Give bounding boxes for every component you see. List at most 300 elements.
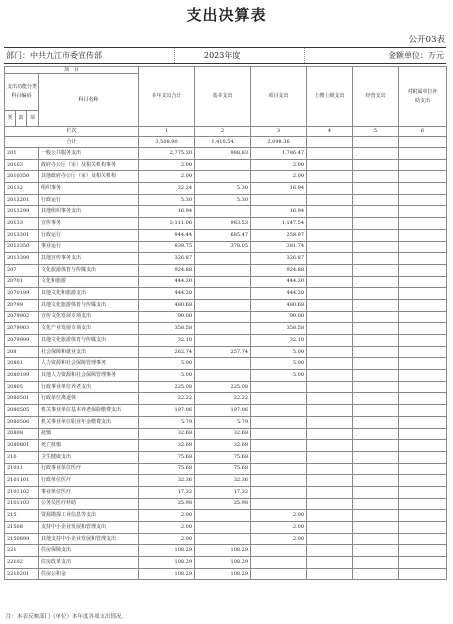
- table-row: [5, 440, 447, 452]
- row-business: [353, 416, 399, 428]
- row-code: 20801: [5, 358, 39, 370]
- row-business: [353, 253, 399, 265]
- row-basic: [195, 358, 251, 370]
- row-subject-name: 其他文化和旅游支出: [39, 288, 139, 300]
- row-subject-name: 行政运行: [39, 194, 139, 206]
- table-row: [5, 218, 447, 230]
- row-subject-name: 宣传文化发展专项支出: [39, 311, 139, 323]
- header-lei: 类: [5, 111, 16, 127]
- table-row: [5, 229, 447, 241]
- table-row: [5, 288, 447, 300]
- row-basic: [195, 171, 251, 183]
- row-code: 2080505: [5, 405, 39, 417]
- row-upper: [307, 370, 353, 382]
- row-business: [353, 276, 399, 288]
- row-project: [251, 194, 307, 206]
- row-total: 32.68: [139, 440, 195, 452]
- row-basic: [195, 159, 251, 171]
- row-upper: [307, 276, 353, 288]
- row-project: [251, 486, 307, 498]
- row-project: [251, 440, 307, 452]
- row-code: 21508: [5, 522, 39, 534]
- row-project: 32.10: [251, 335, 307, 347]
- row-subject-name: 文化产业发展专项支出: [39, 323, 139, 335]
- amount-unit: 金额单位：万元: [388, 51, 444, 60]
- row-subject-name: 机关事业单位职业年金缴费支出: [39, 416, 139, 428]
- row-subject-name: 其他文化旅游体育与传媒支出: [39, 335, 139, 347]
- row-upper: [307, 253, 353, 265]
- row-upper: [307, 451, 353, 463]
- row-subsidy: [399, 498, 447, 510]
- row-basic: [195, 253, 251, 265]
- table-row: [5, 498, 447, 510]
- row-project: 2.00: [251, 171, 307, 183]
- row-subject-name: 其他政府办公厅（室）及相关机构: [39, 171, 139, 183]
- row-basic: 197.06: [195, 405, 251, 417]
- row-upper: [307, 405, 353, 417]
- row-upper: [307, 346, 353, 358]
- table-row: [5, 276, 447, 288]
- row-subject-name: 卫生健康支出: [39, 451, 139, 463]
- row-basic: 983.53: [195, 218, 251, 230]
- row-upper: [307, 545, 353, 557]
- row-total: 2.00: [139, 510, 195, 522]
- empty-cell: [353, 137, 399, 148]
- row-subject-name: 公务员医疗补助: [39, 498, 139, 510]
- table-row: [5, 264, 447, 276]
- row-subject-name: 行政事业单位医疗: [39, 463, 139, 475]
- row-total: 5.00: [139, 358, 195, 370]
- column-index: 1: [139, 127, 195, 137]
- row-project: 2.00: [251, 510, 307, 522]
- row-subject-name: 行政单位医疗: [39, 475, 139, 487]
- row-basic: [195, 311, 251, 323]
- row-subject-name: 人力资源和社会保障管理事务: [39, 358, 139, 370]
- row-code: 20133: [5, 218, 39, 230]
- row-upper: [307, 206, 353, 218]
- row-upper: [307, 428, 353, 440]
- row-upper: [307, 463, 353, 475]
- row-subsidy: [399, 545, 447, 557]
- row-code: 2079903: [5, 323, 39, 335]
- row-total: 2,111.06: [139, 218, 195, 230]
- row-code: 2013399: [5, 253, 39, 265]
- table-row: [5, 171, 447, 183]
- row-business: [353, 159, 399, 171]
- row-code: 2070199: [5, 288, 39, 300]
- header-func-class-line1: 支出功能分类: [7, 84, 38, 90]
- row-project: 5.00: [251, 358, 307, 370]
- row-subsidy: [399, 194, 447, 206]
- table-row: [5, 159, 447, 171]
- row-subsidy: [399, 463, 447, 475]
- row-code: 20805: [5, 381, 39, 393]
- row-code: 2079902: [5, 311, 39, 323]
- header-xiang: 项: [27, 111, 39, 127]
- row-code: 22102: [5, 557, 39, 569]
- row-subject-name: 其他组织事务支出: [39, 206, 139, 218]
- row-project: 258.97: [251, 229, 307, 241]
- row-code: 2080199: [5, 370, 39, 382]
- row-project: [251, 463, 307, 475]
- table-row: [5, 510, 447, 522]
- row-code: 2013350: [5, 241, 39, 253]
- row-subject-name: 组织事务: [39, 183, 139, 195]
- table-row: [5, 557, 447, 569]
- row-project: 358.58: [251, 323, 307, 335]
- row-subject-name: 行政事业单位养老支出: [39, 381, 139, 393]
- row-project: 16.94: [251, 183, 307, 195]
- row-basic: 32.36: [195, 475, 251, 487]
- row-business: [353, 194, 399, 206]
- row-total: 75.68: [139, 463, 195, 475]
- row-basic: 378.05: [195, 241, 251, 253]
- table-row: [5, 194, 447, 206]
- empty-cell: [399, 137, 447, 148]
- row-code: 210: [5, 451, 39, 463]
- row-business: [353, 545, 399, 557]
- row-business: [353, 218, 399, 230]
- row-code: 20132: [5, 183, 39, 195]
- row-subsidy: [399, 393, 447, 405]
- table-row: [5, 253, 447, 265]
- row-business: [353, 264, 399, 276]
- row-upper: [307, 229, 353, 241]
- row-project: 5.00: [251, 370, 307, 382]
- row-basic: 75.68: [195, 451, 251, 463]
- row-total: 444.20: [139, 276, 195, 288]
- row-code: 2010350: [5, 171, 39, 183]
- row-project: 2.00: [251, 533, 307, 545]
- row-subsidy: [399, 148, 447, 160]
- row-upper: [307, 533, 353, 545]
- row-business: [353, 229, 399, 241]
- row-project: [251, 498, 307, 510]
- row-total: 2.00: [139, 159, 195, 171]
- row-project: 16.94: [251, 206, 307, 218]
- row-basic: [195, 533, 251, 545]
- table-row: [5, 381, 447, 393]
- row-subsidy: [399, 253, 447, 265]
- row-subsidy: [399, 159, 447, 171]
- row-project: 5.00: [251, 346, 307, 358]
- row-total: 22.22: [139, 393, 195, 405]
- row-upper: [307, 393, 353, 405]
- row-subsidy: [399, 486, 447, 498]
- table-header: [5, 67, 447, 148]
- header-col-total: 本年支出合计: [139, 67, 195, 127]
- row-upper: [307, 218, 353, 230]
- table-row: [5, 522, 447, 534]
- total-value: 2,098.36: [251, 137, 307, 148]
- row-subsidy: [399, 206, 447, 218]
- row-project: [251, 475, 307, 487]
- row-basic: 5.79: [195, 416, 251, 428]
- row-project: [251, 428, 307, 440]
- row-code: 2013301: [5, 229, 39, 241]
- row-basic: [195, 299, 251, 311]
- table-row: [5, 370, 447, 382]
- row-upper: [307, 510, 353, 522]
- row-subject-name: 其他文化旅游体育与传媒支出: [39, 299, 139, 311]
- row-upper: [307, 148, 353, 160]
- table-row: [5, 323, 447, 335]
- row-business: [353, 335, 399, 347]
- row-upper: [307, 498, 353, 510]
- row-business: [353, 533, 399, 545]
- row-total: 5.30: [139, 194, 195, 206]
- row-subsidy: [399, 568, 447, 580]
- row-project: 1,147.54: [251, 218, 307, 230]
- row-business: [353, 311, 399, 323]
- table-row: [5, 545, 447, 557]
- row-subsidy: [399, 510, 447, 522]
- header-project: 项 目: [5, 67, 139, 74]
- row-basic: 17.32: [195, 486, 251, 498]
- row-project: [251, 381, 307, 393]
- row-upper: [307, 358, 353, 370]
- row-subject-name: 住房公积金: [39, 568, 139, 580]
- row-code: 20103: [5, 159, 39, 171]
- row-basic: 32.68: [195, 440, 251, 452]
- row-code: 201: [5, 148, 39, 160]
- table-row: [5, 405, 447, 417]
- row-total: 25.98: [139, 498, 195, 510]
- row-total: 108.29: [139, 545, 195, 557]
- row-project: 924.88: [251, 264, 307, 276]
- header-subject-name: 科目名称: [39, 74, 139, 127]
- row-project: [251, 557, 307, 569]
- header-func-class: [5, 74, 39, 111]
- row-subsidy: [399, 475, 447, 487]
- header-col-subsidy-line1: 对附属单位补: [407, 88, 438, 95]
- row-upper: [307, 416, 353, 428]
- row-upper: [307, 335, 353, 347]
- row-project: 381.74: [251, 241, 307, 253]
- row-project: [251, 545, 307, 557]
- row-project: 326.87: [251, 253, 307, 265]
- row-business: [353, 568, 399, 580]
- row-basic: [195, 522, 251, 534]
- meta-divider: [304, 48, 305, 63]
- row-code: 2150899: [5, 533, 39, 545]
- row-code: 2080501: [5, 393, 39, 405]
- row-subsidy: [399, 522, 447, 534]
- department-label: 部门：中共九江市委宣传部: [6, 51, 102, 60]
- row-subject-name: 宣传事务: [39, 218, 139, 230]
- table-row: [5, 241, 447, 253]
- row-upper: [307, 171, 353, 183]
- row-total: 225.08: [139, 381, 195, 393]
- row-project: [251, 416, 307, 428]
- column-index: 2: [195, 127, 251, 137]
- table-row: [5, 335, 447, 347]
- row-upper: [307, 440, 353, 452]
- table-row: [5, 358, 447, 370]
- row-subsidy: [399, 358, 447, 370]
- row-basic: 75.68: [195, 463, 251, 475]
- row-business: [353, 370, 399, 382]
- row-code: 2101102: [5, 486, 39, 498]
- row-total: 5.79: [139, 416, 195, 428]
- row-subject-name: 其他人力资源和社会保障管理事务: [39, 370, 139, 382]
- row-total: 358.58: [139, 323, 195, 335]
- row-subject-name: 政府办公厅（室）及相关机构事务: [39, 159, 139, 171]
- row-business: [353, 358, 399, 370]
- row-subsidy: [399, 451, 447, 463]
- row-upper: [307, 475, 353, 487]
- row-total: 197.06: [139, 405, 195, 417]
- row-project: 90.00: [251, 311, 307, 323]
- header-col-upper: 上缴上级支出: [307, 67, 353, 127]
- row-project: [251, 405, 307, 417]
- row-business: [353, 510, 399, 522]
- row-code: 2079999: [5, 335, 39, 347]
- row-total: 108.29: [139, 568, 195, 580]
- row-business: [353, 171, 399, 183]
- row-code: 2101103: [5, 498, 39, 510]
- row-basic: [195, 335, 251, 347]
- report-meta-bar: [4, 47, 446, 64]
- row-code: 221: [5, 545, 39, 557]
- row-code: 20808: [5, 428, 39, 440]
- header-lanci: 栏次: [5, 127, 139, 137]
- row-business: [353, 498, 399, 510]
- row-code: 208: [5, 346, 39, 358]
- table-row: [5, 299, 447, 311]
- table-row: [5, 486, 447, 498]
- row-business: [353, 241, 399, 253]
- row-subsidy: [399, 218, 447, 230]
- row-subject-name: 资源勘探工业信息等支出: [39, 510, 139, 522]
- row-business: [353, 288, 399, 300]
- table-row: [5, 533, 447, 545]
- row-business: [353, 440, 399, 452]
- row-code: 215: [5, 510, 39, 522]
- total-value: 3,508.90: [139, 137, 195, 148]
- row-project: 2.00: [251, 159, 307, 171]
- row-total: 2.00: [139, 522, 195, 534]
- row-subject-name: 行政单位离退休: [39, 393, 139, 405]
- row-business: [353, 451, 399, 463]
- row-code: 20701: [5, 276, 39, 288]
- row-project: 2.00: [251, 522, 307, 534]
- row-subsidy: [399, 264, 447, 276]
- row-business: [353, 183, 399, 195]
- header-kuan: 款: [16, 111, 27, 127]
- footnote: 注：本表反映部门（单位）本年度各项支出情况。: [6, 614, 128, 620]
- row-upper: [307, 381, 353, 393]
- fiscal-year: 2023年度: [204, 51, 241, 60]
- row-basic: 32.68: [195, 428, 251, 440]
- row-subject-name: 文化旅游体育与传媒支出: [39, 264, 139, 276]
- table-row: [5, 311, 447, 323]
- row-code: 2080506: [5, 416, 39, 428]
- row-subsidy: [399, 370, 447, 382]
- row-code: 2210201: [5, 568, 39, 580]
- row-basic: 5.30: [195, 194, 251, 206]
- row-subsidy: [399, 288, 447, 300]
- row-project: 444.20: [251, 276, 307, 288]
- row-upper: [307, 183, 353, 195]
- row-subject-name: 一般公共服务支出: [39, 148, 139, 160]
- row-business: [353, 486, 399, 498]
- row-basic: [195, 288, 251, 300]
- row-business: [353, 393, 399, 405]
- row-basic: 5.30: [195, 183, 251, 195]
- row-subject-name: 住房改革支出: [39, 557, 139, 569]
- row-upper: [307, 486, 353, 498]
- header-col-project: 项目支出: [251, 67, 307, 127]
- column-index: 6: [399, 127, 447, 137]
- row-basic: 108.29: [195, 557, 251, 569]
- row-subject-name: 死亡抚恤: [39, 440, 139, 452]
- row-code: 2101101: [5, 475, 39, 487]
- row-upper: [307, 568, 353, 580]
- row-subsidy: [399, 381, 447, 393]
- row-total: 17.32: [139, 486, 195, 498]
- row-business: [353, 346, 399, 358]
- row-subject-name: 其他支持中小企业发展和管理支出: [39, 533, 139, 545]
- total-value: 1,410.54: [195, 137, 251, 148]
- row-basic: [195, 370, 251, 382]
- column-index: 4: [307, 127, 353, 137]
- header-col-basic: 基本支出: [195, 67, 251, 127]
- row-subject-name: 事业单位医疗: [39, 486, 139, 498]
- row-subject-name: 住房保障支出: [39, 545, 139, 557]
- row-total: 262.74: [139, 346, 195, 358]
- row-subject-name: 文化和旅游: [39, 276, 139, 288]
- row-total: 480.68: [139, 299, 195, 311]
- row-business: [353, 299, 399, 311]
- row-total: 444.20: [139, 288, 195, 300]
- table-row: [5, 451, 447, 463]
- row-subsidy: [399, 440, 447, 452]
- row-basic: 257.74: [195, 346, 251, 358]
- row-subsidy: [399, 346, 447, 358]
- row-basic: [195, 264, 251, 276]
- header-col-business: 经营支出: [353, 67, 399, 127]
- row-business: [353, 522, 399, 534]
- row-subsidy: [399, 241, 447, 253]
- row-subsidy: [399, 311, 447, 323]
- row-basic: [195, 206, 251, 218]
- expenditure-table: [4, 66, 447, 580]
- table-number: 公开03表: [408, 35, 445, 45]
- row-subject-name: 支持中小企业发展和管理支出: [39, 522, 139, 534]
- table-row: [5, 393, 447, 405]
- total-row-label: 合计: [5, 137, 139, 148]
- row-project: [251, 393, 307, 405]
- row-subsidy: [399, 416, 447, 428]
- row-project: 480.68: [251, 299, 307, 311]
- row-subsidy: [399, 557, 447, 569]
- row-subsidy: [399, 183, 447, 195]
- row-upper: [307, 557, 353, 569]
- column-index: 3: [251, 127, 307, 137]
- table-row: [5, 463, 447, 475]
- row-business: [353, 206, 399, 218]
- table-row: [5, 206, 447, 218]
- row-basic: 108.29: [195, 545, 251, 557]
- row-upper: [307, 159, 353, 171]
- row-code: 2013201: [5, 194, 39, 206]
- row-upper: [307, 288, 353, 300]
- header-col-subsidy: [399, 67, 447, 127]
- row-business: [353, 463, 399, 475]
- row-code: 2080801: [5, 440, 39, 452]
- table-row: [5, 416, 447, 428]
